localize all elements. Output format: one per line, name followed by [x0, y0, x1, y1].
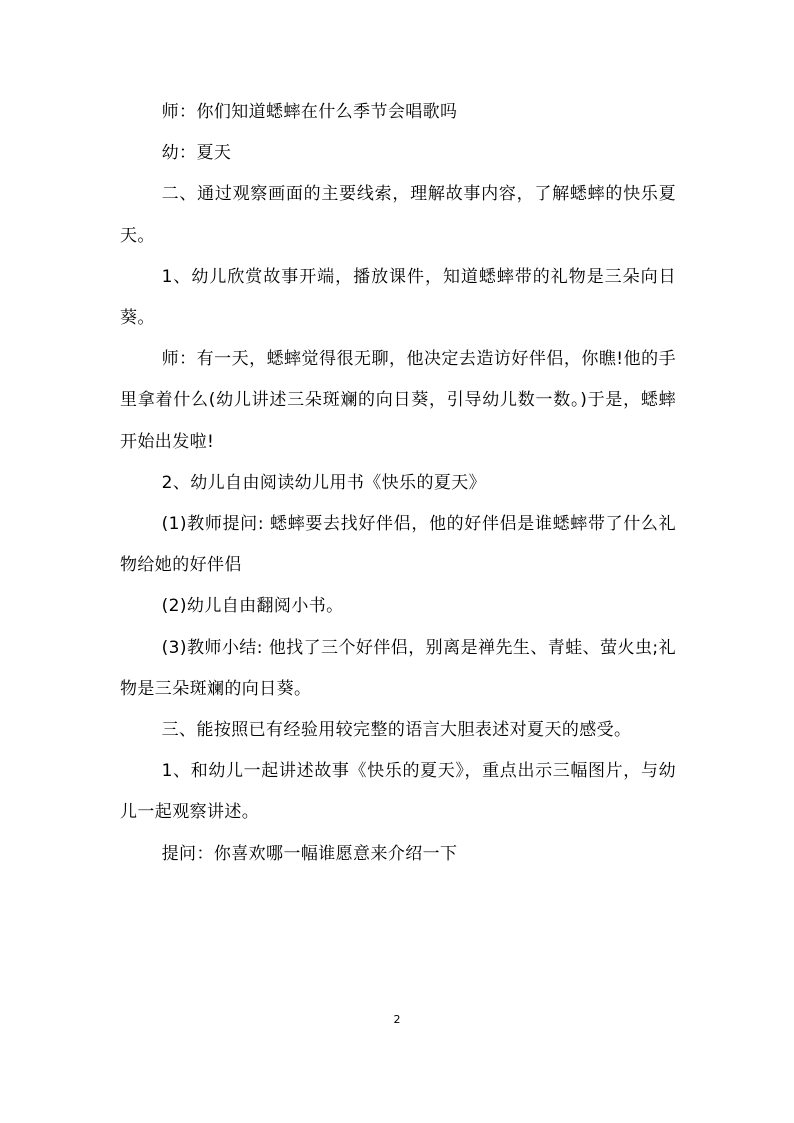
section-heading: 三、能按照已有经验用较完整的语言大胆表述对夏天的感受。	[161, 720, 632, 741]
paragraph: 提问：你喜欢哪一幅谁愿意来介绍一下	[161, 843, 458, 864]
paragraph: (1)教师提问: 蟋蟀要去找好伴侣，他的好伴侣是谁蟋蟀带了什么礼物给她的好伴侣	[120, 514, 676, 576]
paragraph: 师：你们知道蟋蟀在什么季节会唱歌吗	[161, 102, 458, 122]
section-heading: 二、通过观察画面的主要线索，理解故事内容，了解蟋蟀的快乐夏天。	[120, 184, 676, 246]
paragraph: (2)幼儿自由翻阅小书。	[161, 596, 344, 617]
paragraph: 师：有一天，蟋蟀觉得很无聊，他决定去造访好伴侣，你瞧!他的手里拿着什么(幼儿讲述三朵斑斓的向日葵，引导幼儿数一数。)于是，蟋蟀开始出发啦!	[120, 349, 676, 452]
paragraph: 1、和幼儿一起讲述故事《快乐的夏天》，重点出示三幅图片，与幼儿一起观察讲述。	[120, 761, 676, 823]
paragraph: 幼：夏天	[161, 143, 232, 164]
document-body	[120, 92, 676, 875]
paragraph: (3)教师小结: 他找了三个好伴侣，别离是禅先生、青蛙、萤火虫;礼物是三朵斑斓的向日葵。	[120, 637, 676, 699]
paragraph: 2、幼儿自由阅读幼儿用书《快乐的夏天》	[161, 472, 487, 493]
paragraph: 1、幼儿欣赏故事开端，播放课件，知道蟋蟀带的礼物是三朵向日葵。	[120, 266, 676, 329]
page-number: 2	[393, 1013, 401, 1026]
